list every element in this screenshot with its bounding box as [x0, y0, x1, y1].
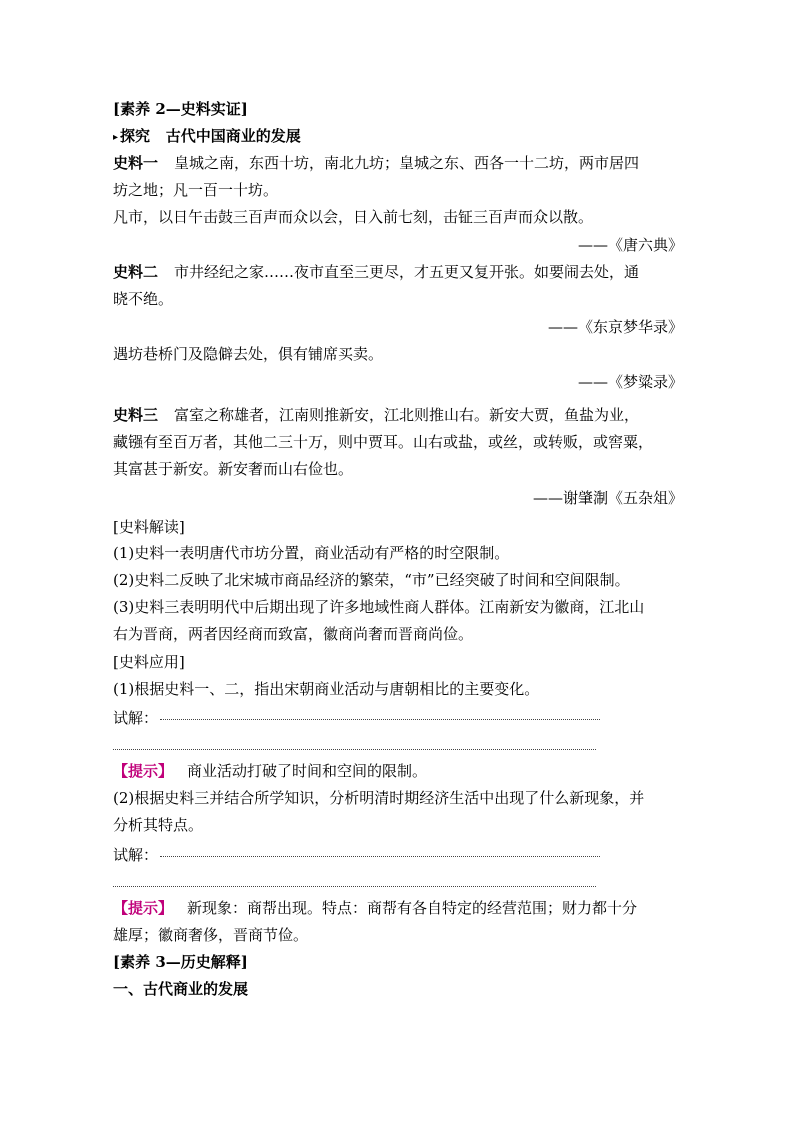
hint2-label: 【提示】	[113, 899, 174, 917]
interpretation-heading: [史料解读]	[113, 518, 185, 536]
triangle-marker-icon: ▸	[113, 132, 119, 143]
source2-tag: 史料二	[113, 263, 159, 281]
section2-heading: [素养 2—史料实证]	[113, 100, 248, 118]
interpretation-item2: (2)史料二反映了北宋城市商品经济的繁荣，“市”已经突破了时间和空间限制。	[113, 571, 630, 589]
interpretation-item3-line1: (3)史料三表明明代中后期出现了许多地域性商人群体。江南新安为徽商，江北山	[113, 598, 645, 616]
source1-line2: 坊之地；凡一百一十坊。	[113, 181, 279, 199]
section3-subheading: 一、古代商业的发展	[113, 980, 249, 998]
source3-line2: 藏镪有至百万者，其他二三十万，则中贾耳。山右或盐，或丝，或转贩，或窖粟，	[113, 433, 654, 451]
source1-text1: 皇城之南，东西十坊，南北九坊；皇城之东、西各一十二坊，两市居四	[174, 154, 640, 172]
source2-line2: 晓不绝。	[113, 290, 174, 308]
question2-line1: (2)根据史料三并结合所学知识，分析明清时期经济生活中出现了什么新现象，并	[113, 789, 645, 807]
source2-text1: 市井经纪之家……夜市直至三更尽，才五更又复开张。如要闹去处，通	[174, 263, 640, 281]
explore-label: 探究	[120, 127, 151, 145]
answer1-row	[113, 706, 683, 730]
hint1-text: 商业活动打破了时间和空间的限制。	[187, 762, 428, 780]
hint2-line2: 雄厚；徽商奢侈，晋商节俭。	[113, 926, 309, 944]
source1-citation: ——《唐六典》	[577, 236, 683, 254]
answer1-blank2[interactable]	[113, 749, 596, 750]
source1-tag: 史料一	[113, 154, 159, 172]
question2-line2: 分析其特点。	[113, 816, 204, 834]
hint2-text1: 新现象：商帮出现。特点：商帮有各自特定的经营范围；财力都十分	[187, 899, 638, 917]
source3-text1: 富室之称雄者，江南则推新安，江北则推山右。新安大贾，鱼盐为业，	[174, 406, 640, 424]
answer1-label: 试解：	[113, 709, 159, 727]
interpretation-item1: (1)史料一表明唐代市坊分置，商业活动有严格的时空限制。	[113, 544, 510, 562]
source3-line3: 其富甚于新安。新安奢而山右俭也。	[113, 460, 354, 478]
source2-line3: 遇坊巷桥门及隐僻去处，俱有铺席买卖。	[113, 345, 384, 363]
source2-citation2: ——《梦粱录》	[577, 373, 683, 391]
hint1-label: 【提示】	[113, 762, 174, 780]
source1-line3: 凡市，以日午击鼓三百声而众以会，日入前七刻，击钲三百声而众以散。	[113, 208, 594, 226]
answer2-blank2[interactable]	[113, 886, 596, 887]
answer2-row	[113, 843, 683, 867]
explore-heading	[113, 124, 683, 148]
question1: (1)根据史料一、二，指出宋朝商业活动与唐朝相比的主要变化。	[113, 680, 540, 698]
source3-line1	[113, 403, 683, 427]
hint1-row	[113, 759, 683, 783]
hint2-row	[113, 896, 683, 920]
answer1-blank[interactable]	[160, 719, 600, 720]
source2-citation1: ——《东京梦华录》	[547, 318, 683, 336]
answer2-label: 试解：	[113, 846, 159, 864]
explore-title: 古代中国商业的发展	[165, 127, 301, 145]
source2-line1	[113, 260, 683, 284]
source3-citation: ——谢肇淛《五杂俎》	[532, 489, 683, 507]
source3-tag: 史料三	[113, 406, 159, 424]
section3-heading: [素养 3—历史解释]	[113, 953, 248, 971]
answer2-blank[interactable]	[160, 856, 600, 857]
source1-line1	[113, 151, 683, 175]
application-heading: [史料应用]	[113, 653, 185, 671]
interpretation-item3-line2: 右为晋商，两者因经商而致富，徽商尚奢而晋商尚俭。	[113, 625, 474, 643]
